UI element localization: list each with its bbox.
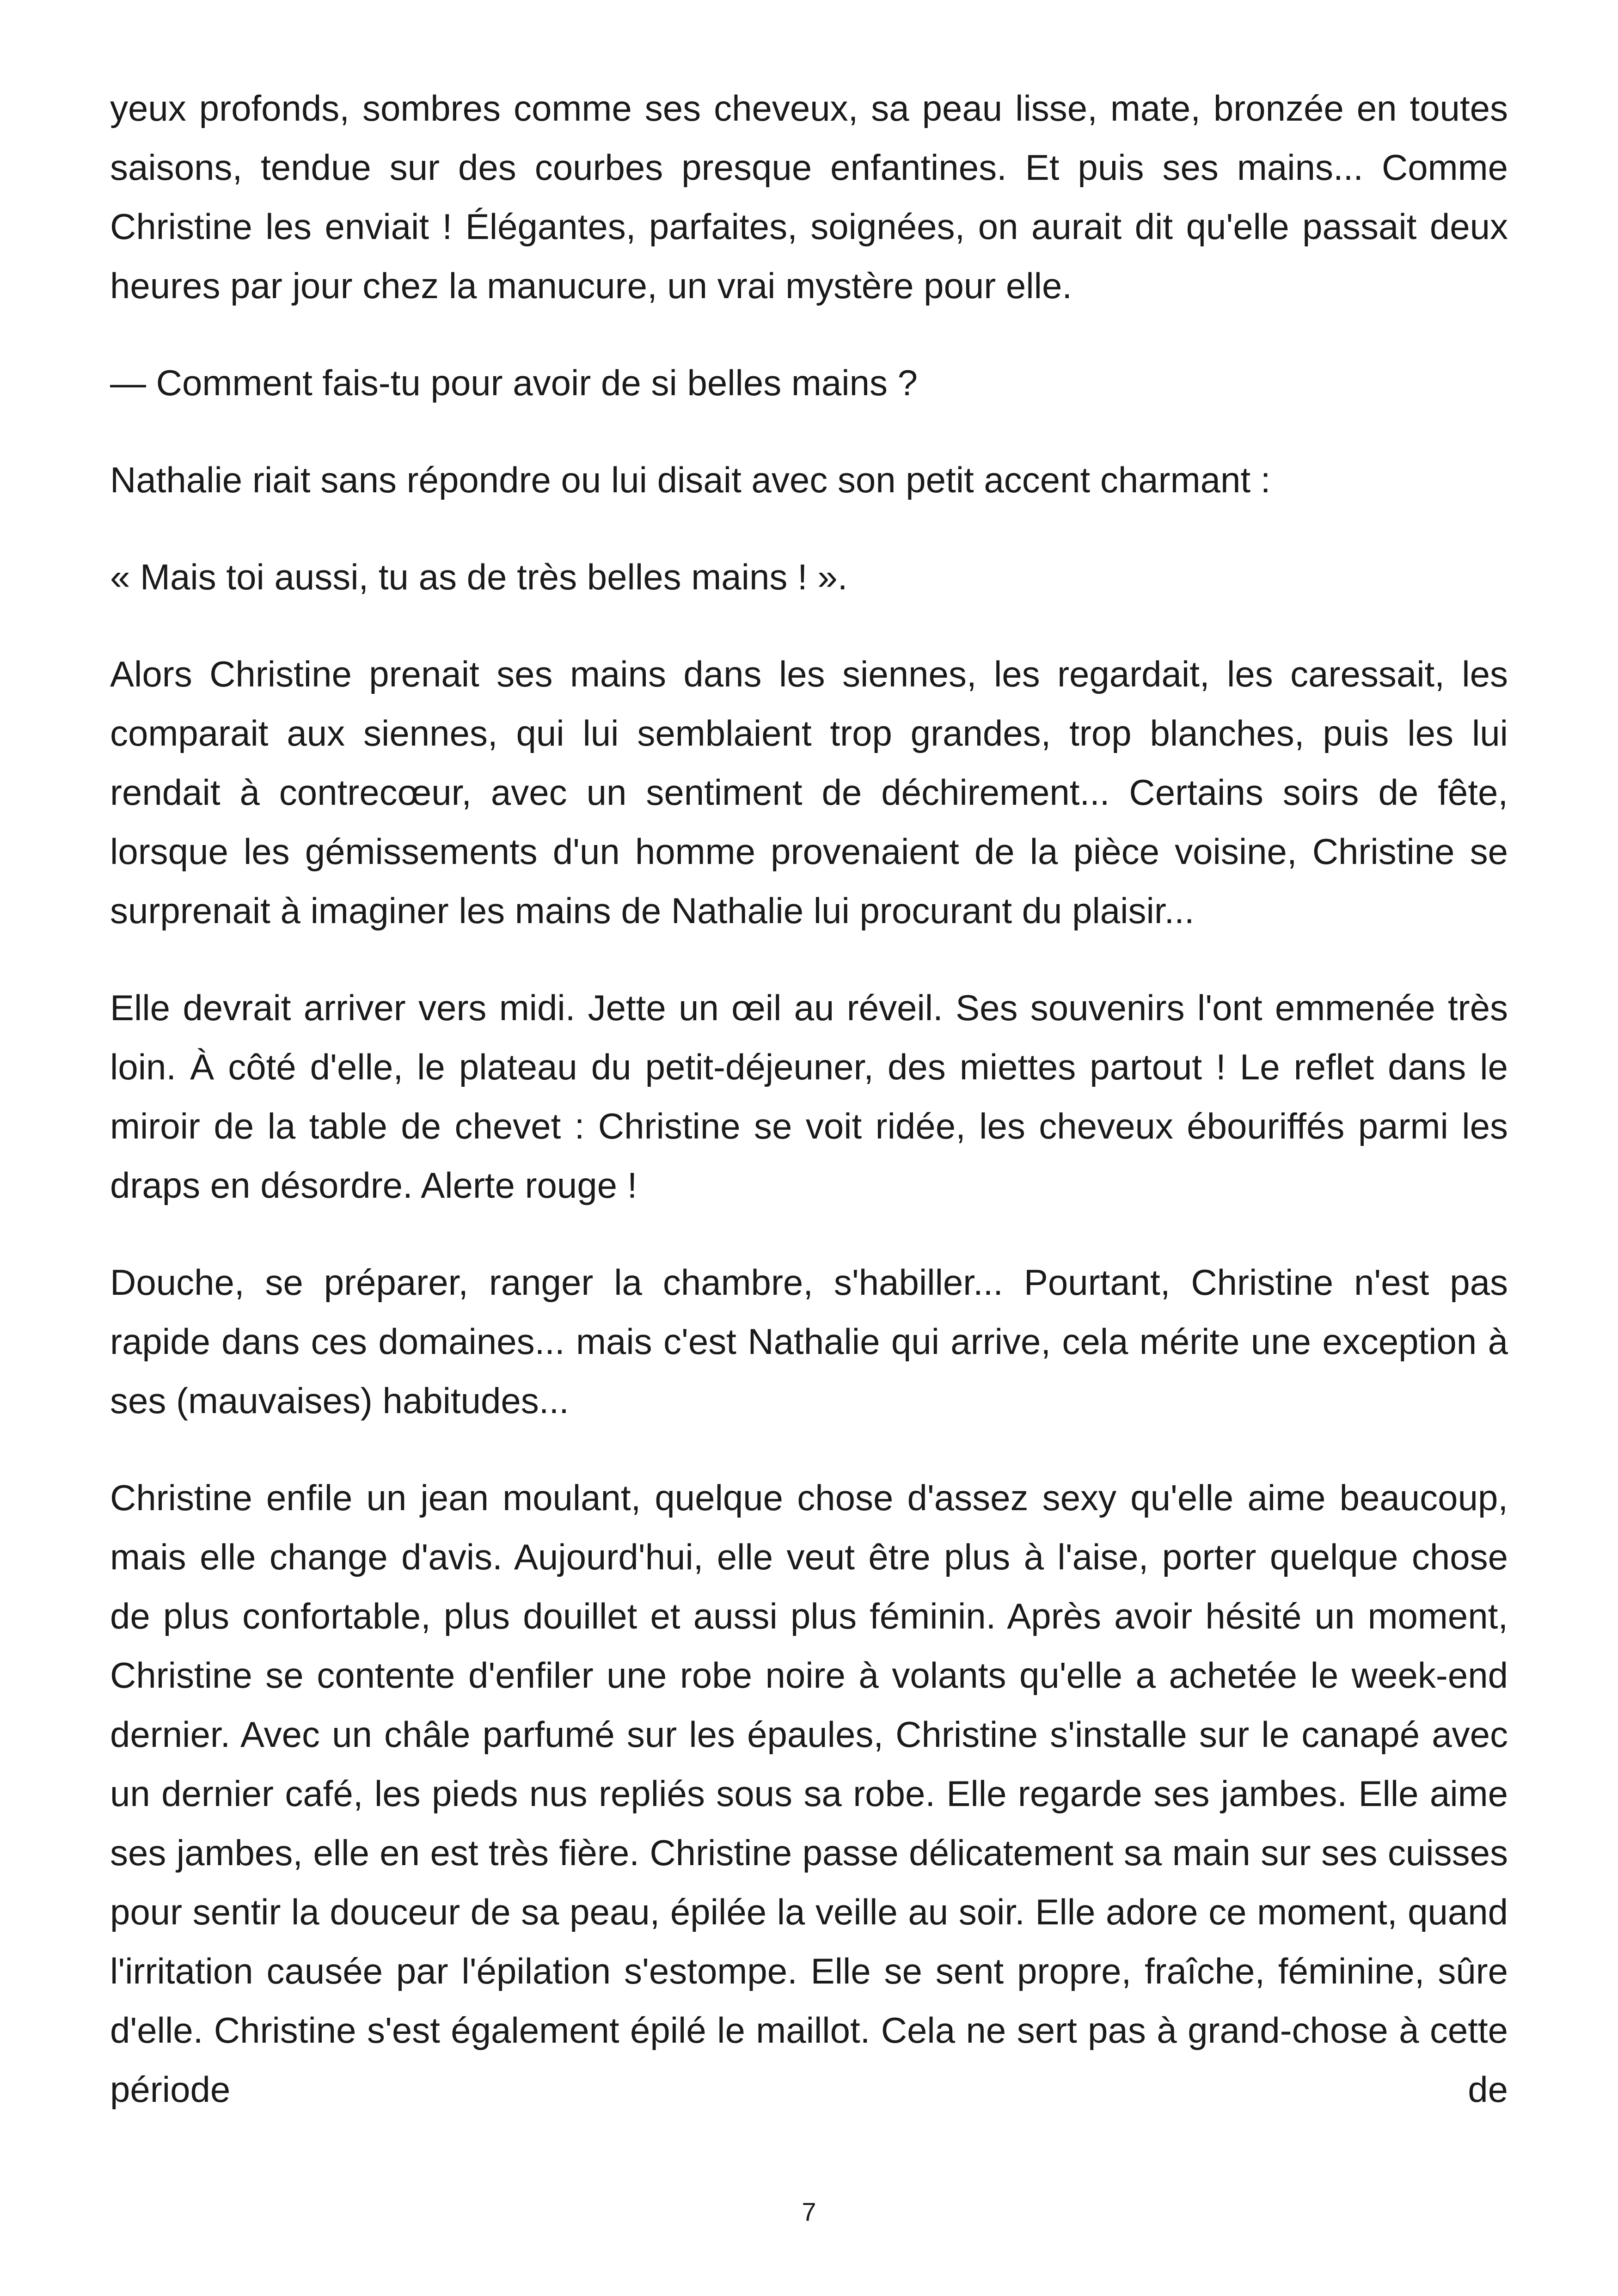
paragraph: Alors Christine prenait ses mains dans les siennes, les regardait, les caressait, les comparait aux siennes, qui lui semblaient trop grandes, trop blanches, puis les lui rendait à contrecœur, avec un sentiment de déchirement... Certains soirs de fête, lorsque les gémissements d'un homme provenaient de la pièce voisine, Christine se surprenait à imaginer les mains de Nathalie lui procurant du plaisir...	[110, 654, 1508, 931]
dialogue-line: — Comment fais-tu pour avoir de si belles mains ?	[110, 362, 918, 403]
paragraph: Nathalie riait sans répondre ou lui disait avec son petit accent charmant :	[110, 459, 1271, 500]
paragraph: Douche, se préparer, ranger la chambre, s'habiller... Pourtant, Christine n'est pas rapide dans ces domaines... mais c'est Nathalie qui arrive, cela mérite une exception à ses (mauvaises) habitudes...	[110, 1262, 1508, 1421]
paragraph: yeux profonds, sombres comme ses cheveux, sa peau lisse, mate, bronzée en toutes saisons, tendue sur des courbes presque enfantines. Et puis ses mains... Comme Christine les enviait ! Élégantes, parfaites, soignées, on aurait dit qu'elle passait deux heures par jour chez la manucure, un vrai mystère pour elle.	[110, 88, 1508, 306]
quoted-line: « Mais toi aussi, tu as de très belles mains ! ».	[110, 557, 848, 597]
page-body	[110, 79, 1508, 2119]
paragraph: Christine enfile un jean moulant, quelque chose d'assez sexy qu'elle aime beaucoup, mais elle change d'avis. Aujourd'hui, elle veut être plus à l'aise, porter quelque chose de plus confortable, plus douillet et aussi plus féminin. Après avoir hésité un moment, Christine se contente d'enfiler une robe noire à volants qu'elle a achetée le week-end dernier. Avec un châle parfumé sur les épaules, Christine s'installe sur le canapé avec un dernier café, les pieds nus repliés sous sa robe. Elle regarde ses jambes. Elle aime ses jambes, elle en est très fière. Christine passe délicatement sa main sur ses cuisses pour sentir la douceur de sa peau, épilée la veille au soir. Elle adore ce moment, quand l'irritation causée par l'épilation s'estompe. Elle se sent propre, fraîche, féminine, sûre d'elle. Christine s'est également épilé le maillot. Cela ne sert pas à grand-chose à cette période de	[110, 1477, 1508, 2110]
paragraph: Elle devrait arriver vers midi. Jette un œil au réveil. Ses souvenirs l'ont emmenée très loin. À côté d'elle, le plateau du petit-déjeuner, des miettes partout ! Le reflet dans le miroir de la table de chevet : Christine se voit ridée, les cheveux ébouriffés parmi les draps en désordre. Alerte rouge !	[110, 987, 1508, 1206]
page-number: 7	[802, 2197, 816, 2226]
